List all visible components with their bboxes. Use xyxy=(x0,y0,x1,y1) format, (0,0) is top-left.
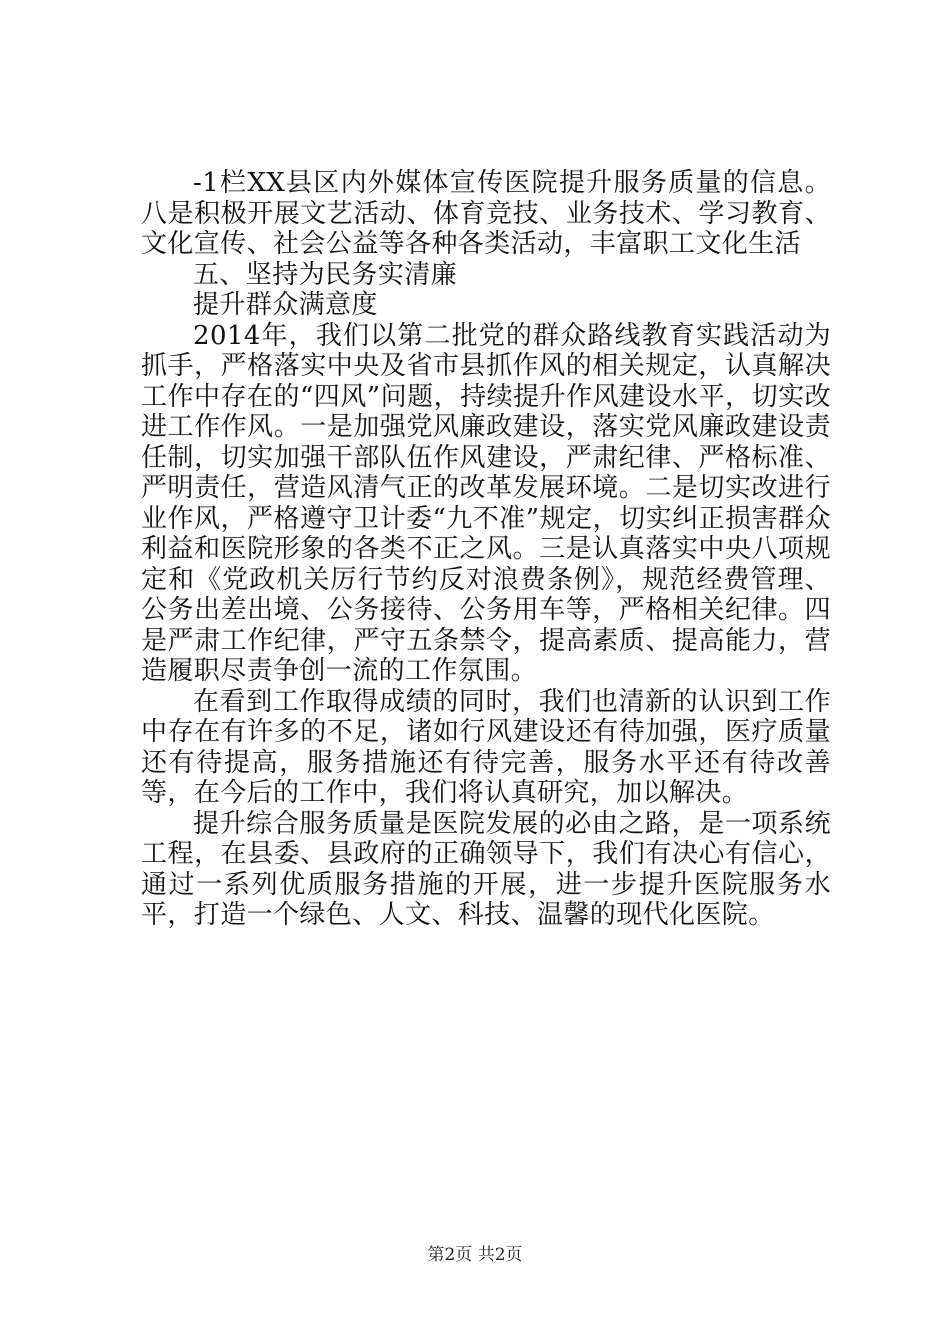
section-heading: 五、坚持为民务实清廉 xyxy=(193,259,458,290)
section-subheading: 提升群众满意度 xyxy=(193,290,378,320)
paragraph-media-activities: -1栏XX县区内外媒体宣传医院提升服务质量的信息。八是积极开展文艺活动、体育竞技、业务技术、学习教育、文化宣传、社会公益等各种各类活动，丰富职工文化生活 xyxy=(141,168,831,259)
page-number-footer: 第2页 共2页 xyxy=(427,1245,523,1265)
document-body xyxy=(141,168,831,931)
paragraph-conclusion: 提升综合服务质量是医院发展的必由之路，是一项系统工程，在县委、县政府的正确领导下，我们有决心有信心，通过一系列优质服务措施的开展，进一步提升医院服务水平，打造一个绿色、人文、科技、温馨的现代化医院。 xyxy=(141,808,831,930)
paragraph-work-style: 2014年，我们以第二批党的群众路线教育实践活动为抓手，严格落实中央及省市县抓作风的相关规定，认真解决工作中存在的“四风”问题，持续提升作风建设水平，切实改进工作作风。一是加强党风廉政建设，落实党风廉政建设责任制，切实加强干部队伍作风建设，严肃纪律、严格标准、严明责任，营造风清气正的改革发展环境。二是切实改进行业作风，严格遵守卫计委“九不准”规定，切实纠正损害群众利益和医院形象的各类不正之风。三是认真落实中央八项规定和《党政机关厉行节约反对浪费条例》，规范经费管理、公务出差出境、公务接待、公务用车等，严格相关纪律。四是严肃工作纪律，严守五条禁令，提高素质、提高能力，营造履职尽责争创一流的工作氛围。 xyxy=(141,320,831,686)
paragraph-shortcomings: 在看到工作取得成绩的同时，我们也清新的认识到工作中存在有许多的不足，诸如行风建设还有待加强，医疗质量还有待提高，服务措施还有待完善，服务水平还有待改善等，在今后的工作中，我们将认真研究，加以解决。 xyxy=(141,686,831,808)
